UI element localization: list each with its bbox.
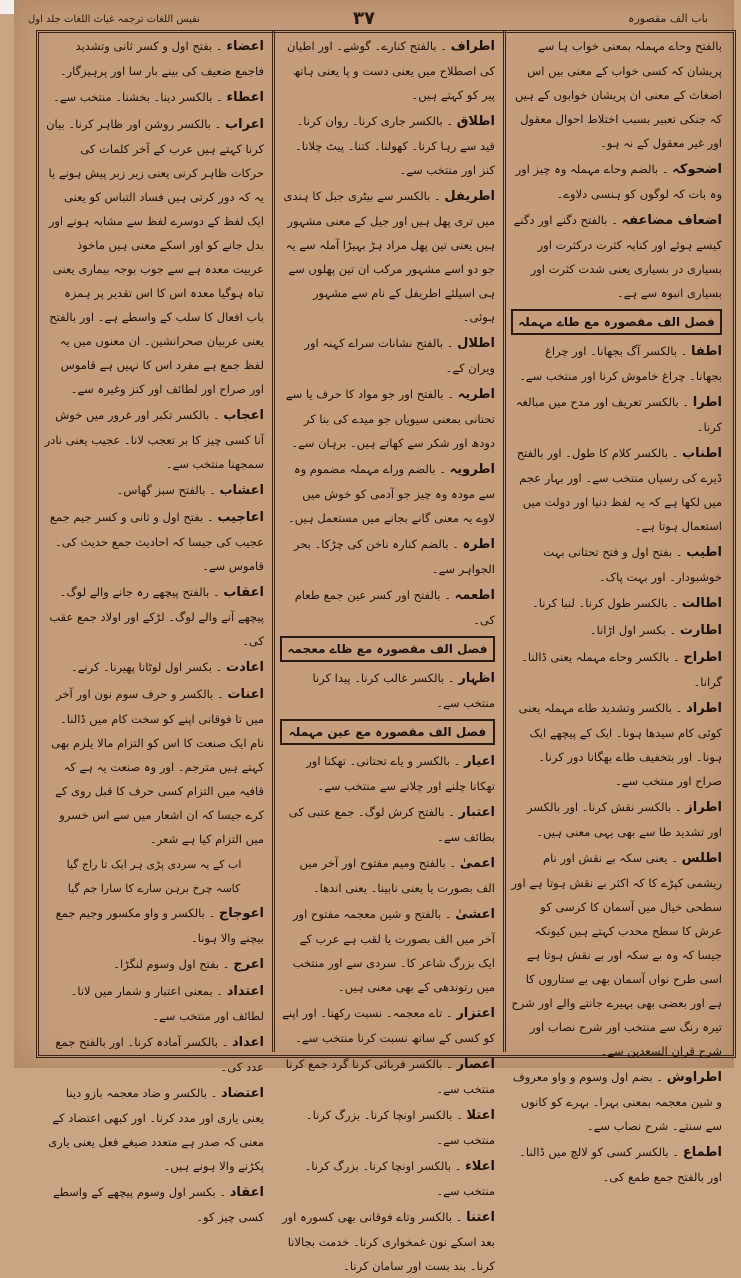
headword: اطالت bbox=[681, 596, 722, 611]
definition: بالفتح پیچھے رہ جانے والے لوگ۔ پیچھے آنے والے لوگ۔ لڑکے اور اولاد جمع عقب کی۔ bbox=[49, 585, 264, 648]
definition: بالکسر غالب کرنا۔ پیدا کرنا منتخب سے۔ bbox=[312, 671, 495, 710]
dictionary-entry: اطفا ۔ بالکسر آگ بجھانا۔ اور چراغ بجھانا۔ چراغ خاموش کرنا اور منتخب سے۔ bbox=[519, 344, 722, 383]
dictionary-entry: اطرہ ۔ بالضم کنارہ ناخن کی چڑکا۔ بحر الجواہر سے۔ bbox=[293, 537, 495, 576]
headword: اعتزار bbox=[456, 1006, 495, 1021]
headword: اضحوکہ bbox=[672, 162, 722, 177]
headword: اظہار bbox=[458, 671, 495, 686]
headword: اعشاب bbox=[219, 483, 264, 498]
definition: بالکسر دینا۔ بخشنا۔ منتخب سے۔ bbox=[53, 90, 213, 104]
headword: اعضاء bbox=[226, 39, 264, 54]
definition: بالضم وحاے مہملہ وہ چیز اور وہ بات کہ لوگوں کو ہنسی دلاوے۔ bbox=[515, 162, 722, 201]
headword: اعلاء bbox=[465, 1159, 495, 1174]
entry-list bbox=[280, 34, 495, 632]
definition: بالکسر وحاے مہملہ یعنی ڈالنا۔ گرانا۔ bbox=[521, 650, 722, 689]
headword: اضعاف مضاعفہ bbox=[621, 213, 722, 228]
definition: بالکسر فربائی کرنا گرد جمع کرنا منتخب سے۔ bbox=[285, 1057, 495, 1096]
dictionary-entry: اعوجاج ۔ بالکسر و واو مکسور وجیم جمع بیچنے والا ہونا۔ bbox=[55, 906, 264, 945]
headword: اطراح bbox=[683, 650, 722, 665]
definition: بالفتح دگنے اور دگنے کیسے ہوئے اور کنایہ کثرت درکثرت اور بسیاری در بسیاری یعنی شدت کثرت اور بسیاری انبوہ سے ہے۔ bbox=[513, 213, 722, 300]
dictionary-entry: اضعاف مضاعفہ ۔ بالفتح دگنے اور دگنے کیسے ہوئے اور کنایہ کثرت درکثرت اور بسیاری در بسیاری یعنی شدت کثرت اور بسیاری انبوہ سے ہے۔ bbox=[513, 213, 722, 300]
dictionary-entry: اطراز ۔ بالکسر نقش کرنا۔ اور بالکسر اور تشدید طا سے بھی یہی معنی ہیں۔ bbox=[527, 800, 722, 839]
dictionary-entry: اعنات ۔ بالکسر و حرف سوم نون اور آخر میں تا فوقانی اپنے کو سخت کام میں ڈالنا۔ نام ایک صنعت کا اس کو التزام مالا یلزم بھی کہتے ہیں مترجم۔ اور وہ صنعت یہ ہے کہ قافیہ میں التزام کسی حرف کا قبل روی کے کرے جیسا کہ ان اشعار میں سے اس خسرو میں التزام کیا ہے شعر۔ bbox=[51, 687, 264, 846]
entry-list bbox=[280, 749, 495, 1278]
dictionary-entry: اعتلا ۔ بالکسر اونچا کرنا۔ بزرگ کرنا۔ منتخب سے۔ bbox=[305, 1108, 495, 1147]
dictionary-entry: اعیار ۔ بالکسر و یاے تحتانی۔ تھکنا اور تھکانا چلنے اور چلانے سے منتخب سے۔ bbox=[306, 754, 495, 793]
headword: اطریہ bbox=[457, 387, 495, 402]
definition: بالکسر آگ بجھانا۔ اور چراغ بجھانا۔ چراغ خاموش کرنا اور منتخب سے۔ bbox=[519, 344, 722, 383]
dictionary-entry: اطیب ۔ بفتح اول و فتح تحتانی بہت خوشبودار۔ اور بہت پاک۔ bbox=[543, 545, 722, 584]
headword: اعاجیب bbox=[217, 510, 264, 525]
definition: تاے معجمہ۔ نسبت رکھنا۔ اور اپنے کو کسی کے ساتھ نسبت کرنا منتخب سے۔ bbox=[282, 1006, 495, 1045]
dictionary-entry: اعطاء ۔ بالکسر دینا۔ بخشنا۔ منتخب سے۔ bbox=[53, 90, 264, 105]
page-header bbox=[18, 8, 718, 32]
definition: بالکسر وتشدید طاے مہملہ یعنی کوئی کام سیدھا ہونا۔ ایک کے پیچھے ایک ہونا۔ اور بتخفیف طاے بھگانا دور کرنا۔ صراح اور منتخب سے۔ bbox=[518, 701, 722, 788]
definition: بالکسر و واو مکسور وجیم جمع بیچنے والا ہونا۔ bbox=[55, 906, 264, 945]
dictionary-entry: اعتداد ۔ بمعنی اعتبار و شمار میں لانا۔ لطائف اور منتخب سے۔ bbox=[70, 984, 264, 1023]
dictionary-entry: اعداد ۔ بالکسر آمادہ کرنا۔ اور بالفتح جمع عدد کی۔ bbox=[55, 1035, 264, 1074]
dictionary-entry: اعراب ۔ بالکسر روشن اور ظاہر کرنا۔ بیان کرنا کہتے ہیں عرب کے آخر کلمات کی حرکات ظاہر کرنی یعنی زیر زبر پیش ہونے یا یہ کہ دور کرتی ہیں فساد التباس کو یعنی ایک لفظ کے دوسرے لفظ سے مشابہ ہونے اور بدل جانے کو اور اسکے معنی ہیں ماخوذ عربیت معدہ ہے سے جوب بوجہ بیماری یعنی تباہ ہوگیا معدہ اس کا اس تقدیر پر ہمزہ باب افعال کا سلب کے واسطے ہے۔ اور بالفتح یعنی عربیان صحرانشین۔ ان معنوں میں یہ لفظ جمع ہے مفرد اس کا نہیں ہے قاموس اور صراح اور لطائف اور کنز وغیرہ سے۔ bbox=[46, 117, 264, 396]
dictionary-column-right bbox=[503, 30, 730, 1184]
dictionary-entry: اطریفل ۔ بالکسر سے بیٹری جبل کا ہندی میں تری پھل ہیں اور جیل کے معنی مشہور ہیں یعنی تین پھل مراد ہڑ بہیڑا آملہ سے یہ جو دو اسے مشہور مرکب ان تین پھلوں سے ہی اسیلئے اطریفل کے نام سے مشہور ہوئی۔ bbox=[283, 189, 495, 324]
dictionary-entry: اطماع ۔ بالکسر کسی کو لالچ میں ڈالنا۔ اور بالفتح جمع طمع کی۔ bbox=[519, 1145, 722, 1184]
dictionary-entry: اعشاب ۔ بالفتح سبز گھاس۔ bbox=[116, 483, 264, 498]
definition: بالکسر و ضاد معجمہ بازو دینا یعنی یاری اور مدد کرنا۔ اور کبھی اعتضاد کے معنی کہ صدر ہے متعدد صیغے فعل یعنی یاری پکڑنے والا ہونے ہیں۔ bbox=[48, 1086, 264, 1173]
headword: اعتبار bbox=[458, 805, 495, 820]
definition: بالکسر نقش کرنا۔ اور بالکسر اور تشدید طا سے بھی یہی معنی ہیں۔ bbox=[527, 800, 722, 839]
headword: اعطاء bbox=[226, 90, 264, 105]
headword: اطارت bbox=[679, 623, 722, 638]
definition: بالکسر و حرف سوم نون اور آخر میں تا فوقانی اپنے کو سخت کام میں ڈالنا۔ نام ایک صنعت کا اس کو التزام مالا یلزم بھی کہتے ہیں مترجم۔ اور وہ صنعت یہ ہے کہ قافیہ میں التزام کسی حرف کا قبل روی کے کرے جیسا کہ ان اشعار میں سے اس خسرو میں التزام کیا ہے شعر۔ bbox=[51, 687, 264, 846]
headword: اعصار bbox=[456, 1057, 495, 1072]
definition: بکسر اول وسوم پیچھے کے واسطے کسی چیز کو۔ bbox=[52, 1185, 264, 1224]
section-heading: فصل الف مقصورہ مع ظاے معجمہ bbox=[280, 636, 495, 662]
dictionary-entry: اطرویہ ۔ بالضم وراے مہملہ مضموم وہ سے مودہ وہ چیز جو آدمی کو خوش میں لاوے یہ معنی گانے بجانے میں مستعمل ہیں۔ bbox=[287, 462, 495, 525]
headword: اطلاق bbox=[456, 114, 495, 129]
definition: بالکسر سے بیٹری جبل کا ہندی میں تری پھل ہیں اور جیل کے معنی مشہور ہیں یعنی تین پھل مراد ہڑ بہیڑا آملہ سے یہ جو دو اسے مشہور مرکب ان تین پھلوں سے ہی اسیلئے اطریفل کے نام سے مشہور ہوئی۔ bbox=[283, 189, 495, 324]
dictionary-entry: اطریہ ۔ بالفتح اور جو مواد کا حرف یا سے تحتانی بمعنی سیویاں جو میدے کی بنا کر دودھ اور شکر سے کھاتے ہیں۔ برہان سے۔ bbox=[285, 387, 495, 450]
dictionary-entry: اعقاب ۔ بالفتح پیچھے رہ جانے والے لوگ۔ پیچھے آنے والے لوگ۔ لڑکے اور اولاد جمع عقب کی۔ bbox=[49, 585, 264, 648]
dictionary-entry: اعتزار ۔ تاے معجمہ۔ نسبت رکھنا۔ اور اپنے کو کسی کے ساتھ نسبت کرنا منتخب سے۔ bbox=[282, 1006, 495, 1045]
headword: اعادت bbox=[226, 660, 264, 675]
headword: اعتلا bbox=[466, 1108, 495, 1123]
headword: اطرویہ bbox=[449, 462, 495, 477]
definition: بالکسر کسی کو لالچ میں ڈالنا۔ اور بالفتح جمع طمع کی۔ bbox=[519, 1145, 722, 1184]
definition: بالفتح کنارے۔ گوشے۔ اور اطیان کی اصطلاح میں یعنی دست و پا یعنی ہاتھ پیر کو کہتے ہیں۔ bbox=[286, 39, 495, 102]
dictionary-entry: اعادت ۔ بکسر اول لوٹانا پھیرنا۔ کرنے۔ bbox=[70, 660, 264, 675]
definition: بالکسر اونچا کرنا۔ بزرگ کرنا۔ منتخب سے۔ bbox=[304, 1159, 495, 1198]
definition: بالکسر کلام کا طول۔ اور بالفتح ڈیرے کی رسیاں منتخب سے۔ اور بہار عجم میں لکھا ہے کہ یہ لفظ دنیا اور دولت میں استعمال ہوتا ہے۔ bbox=[516, 446, 722, 533]
headword: اعراب bbox=[225, 117, 264, 132]
definition: یعنی سکہ بے نقش اور نام ریشمی کپڑے کا کہ اکثر بے نقش ہوتا ہے اور سطحی خیال میں آسمان کا کرسی کو عرش کا سطح محدب کہتے ہیں کیونکہ جیسا کہ وہ بے سکہ اور بے نقش ہوتا ہے اسی طرح نواں آسمان بھی بے ستاروں کا ہے اور بعضی بھی بہیرے جانتے والے اور شرح تیرہ رنگ سے منتخب اور شرح نصاب اور شرح قران السعدین سے۔ bbox=[511, 851, 722, 1058]
definition: بالفتح سبز گھاس۔ bbox=[116, 483, 206, 497]
entry-list bbox=[511, 34, 722, 305]
definition: بفتح اول و فتح تحتانی بہت خوشبودار۔ اور بہت پاک۔ bbox=[543, 545, 722, 584]
headword: اطیب bbox=[686, 545, 722, 560]
headword: اعتضاد bbox=[220, 1086, 264, 1101]
headword: اعقاب bbox=[223, 585, 264, 600]
verse-line: کاسہ چرخ برہن سارے کا سارا جم گیا bbox=[67, 882, 241, 895]
section-heading: فصل الف مقصورہ مع عین مہملہ bbox=[280, 719, 495, 745]
verse-line: اب کے یہ سردی پڑی ہر ایک تا راج گیا bbox=[66, 858, 242, 871]
definition: بالفتح نشانات سراے کہنہ اور ویران کے۔ bbox=[304, 336, 495, 375]
dictionary-entry: اضحوکہ ۔ بالضم وحاے مہملہ وہ چیز اور وہ بات کہ لوگوں کو ہنسی دلاوے۔ bbox=[515, 162, 722, 201]
definition: بالکسر تعریف اور مدح میں مبالغہ کرنا۔ bbox=[515, 395, 722, 434]
dictionary-entry: اعتبار ۔ بالفتح کرش لوگ۔ جمع عتبی کی بطائف سے۔ bbox=[288, 805, 495, 844]
definition: بمعنی اعتبار و شمار میں لانا۔ لطائف اور منتخب سے۔ bbox=[70, 984, 264, 1023]
definition: بفتح اول وسوم لنگڑا۔ bbox=[113, 957, 220, 971]
definition: بالکسر طول کرنا۔ لنبا کرنا۔ bbox=[531, 596, 668, 610]
entry-list bbox=[44, 901, 264, 1229]
definition: بالفتح اور کسر عین جمع طعام کی۔ bbox=[294, 588, 495, 627]
dictionary-entry: اطلاق ۔ بالکسر جاری کرنا۔ روان کرنا۔ قید سے رہا کرنا۔ کھولنا۔ کتنا۔ پیٹ چلانا۔ کنز اور منتخب سے۔ bbox=[295, 114, 495, 177]
headword: اطریفل bbox=[444, 189, 495, 204]
definition: بالکسر روشن اور ظاہر کرنا۔ بیان کرنا کہتے ہیں عرب کے آخر کلمات کی حرکات ظاہر کرنی یعنی زیر زبر پیش ہونے یا یہ کہ دور کرتی ہیں فساد التباس کو یعنی ایک لفظ کے دوسرے لفظ سے مشابہ ہونے اور بدل جانے کو اور اسکے معنی ہیں ماخوذ عربیت معدہ ہے سے جوب بوجہ بیماری یعنی تباہ ہوگیا معدہ اس کا اس تقدیر پر ہمزہ باب افعال کا سلب کے واسطے ہے۔ اور بالفتح یعنی عربیان صحرانشین۔ ان معنوں میں یہ لفظ جمع ہے مفرد اس کا نہیں ہے قاموس اور صراح اور لطائف اور کنز وغیرہ سے۔ bbox=[46, 117, 264, 396]
headword: اعقاد bbox=[229, 1185, 264, 1200]
definition: بالکسر وتاے فوقانی بھی کسورہ اور بعد اسکے نون غمخواری کرنا۔ خدمت بجالانا کرنا۔ بند بست اور سامان کرنا۔ bbox=[282, 1210, 495, 1273]
headword: اعنات bbox=[227, 687, 264, 702]
headword: اعجاب bbox=[223, 408, 264, 423]
dictionary-entry: اطراد ۔ بالکسر وتشدید طاے مہملہ یعنی کوئی کام سیدھا ہونا۔ ایک کے پیچھے ایک ہونا۔ اور بتخفیف طاے بھگانا دور کرنا۔ صراح اور منتخب سے۔ bbox=[518, 701, 722, 788]
definition: بالکسر تکبر اور غرور میں خوش آنا کسی چیز کا بر تعجب لانا۔ عجیب یعنی نادر سمجھنا منتخب سے۔ bbox=[44, 408, 264, 471]
definition: بکسر اول اڑانا۔ bbox=[589, 623, 666, 637]
header-chapter-title: باب الف مقصورہ bbox=[628, 12, 708, 25]
headword: اطراز bbox=[685, 800, 722, 815]
definition: بالکسر جاری کرنا۔ روان کرنا۔ قید سے رہا کرنا۔ کھولنا۔ کتنا۔ پیٹ چلانا۔ کنز اور منتخب سے۔ bbox=[295, 114, 495, 177]
dictionary-entry: اظہار ۔ بالکسر غالب کرنا۔ پیدا کرنا منتخب سے۔ bbox=[312, 671, 495, 710]
definition: بالضم وراے مہملہ مضموم وہ سے مودہ وہ چیز جو آدمی کو خوش میں لاوے یہ معنی گانے بجانے میں مستعمل ہیں۔ bbox=[287, 462, 495, 525]
headword: اعیار bbox=[463, 754, 495, 769]
entry-list bbox=[44, 34, 264, 851]
headword: اطرہ bbox=[462, 537, 495, 552]
definition: بالفتح کرش لوگ۔ جمع عتبی کی بطائف سے۔ bbox=[288, 805, 495, 844]
dictionary-entry bbox=[511, 34, 722, 155]
headword: اعوجاج bbox=[218, 906, 264, 921]
dictionary-column-middle bbox=[272, 30, 503, 1273]
definition: بالفتح وحاے مہملہ بمعنی خواب ہا سے پریشان کہ کسی خواب کے معنی بیں اس اضغاث کے معنی ان پریشان خوابوں کے ہیں کہ جنکی تعبیر بسبب اختلاط احوال معقول اور غیر معقول کے نہ ہو۔ bbox=[514, 39, 722, 150]
dictionary-column-left bbox=[36, 30, 272, 1224]
definition: بالکسر آمادہ کرنا۔ اور بالفتح جمع عدد کی۔ bbox=[55, 1035, 264, 1074]
dictionary-entry: اطعمہ ۔ بالفتح اور کسر عین جمع طعام کی۔ bbox=[294, 588, 495, 627]
dictionary-entry: اعلاء ۔ بالکسر اونچا کرنا۔ بزرگ کرنا۔ منتخب سے۔ bbox=[304, 1159, 495, 1198]
headword: اطفا bbox=[691, 344, 722, 359]
dictionary-entry: اعشیٰ ۔ بالفتح و شین معجمہ مفتوح اور آخر میں الف بصورت یا لقب ہے عرب کے ایک بزرگ شاعر کا۔ سردی سے اور منتخب میں رتوندھی کے بھی معنی ہیں۔ bbox=[292, 907, 495, 994]
headword: اطماع bbox=[682, 1145, 722, 1160]
headword: اعرج bbox=[233, 957, 264, 972]
dictionary-entry: اعجاب ۔ بالکسر تکبر اور غرور میں خوش آنا کسی چیز کا بر تعجب لانا۔ عجیب یعنی نادر سمجھنا منتخب سے۔ bbox=[44, 408, 264, 471]
headword: اعمیٰ bbox=[459, 856, 495, 871]
headword: اعشیٰ bbox=[455, 907, 495, 922]
dictionary-entry: اطراف ۔ بالفتح کنارے۔ گوشے۔ اور اطیان کی اصطلاح میں یعنی دست و پا یعنی ہاتھ پیر کو کہتے ہیں۔ bbox=[286, 39, 495, 102]
headword: اطراف bbox=[450, 39, 495, 54]
dictionary-entry: اعصار ۔ بالکسر فربائی کرنا گرد جمع کرنا منتخب سے۔ bbox=[285, 1057, 495, 1096]
definition: بضم اول وسوم و واو معروف و شین معجمہ بمعنی بہرا۔ بہرے کو کانوں سے سنتے۔ شرح نصاب سے۔ bbox=[512, 1070, 722, 1133]
definition: بکسر اول لوٹانا پھیرنا۔ کرنے۔ bbox=[70, 660, 212, 674]
definition: بالفتح و شین معجمہ مفتوح اور آخر میں الف بصورت یا لقب ہے عرب کے ایک بزرگ شاعر کا۔ سردی سے اور منتخب میں رتوندھی کے بھی معنی ہیں۔ bbox=[292, 907, 495, 994]
dictionary-entry: اعمیٰ ۔ بالفتح ومیم مفتوح اور آخر میں الف بصورت یا یعنی نابینا۔ یعنی اندھا۔ bbox=[299, 856, 495, 895]
dictionary-entry: اطرا ۔ بالکسر تعریف اور مدح میں مبالغہ کرنا۔ bbox=[515, 395, 722, 434]
headword: اطراوش bbox=[666, 1070, 722, 1085]
headword: اطلال bbox=[457, 336, 495, 351]
dictionary-entry: اطناب ۔ بالکسر کلام کا طول۔ اور بالفتح ڈیرے کی رسیاں منتخب سے۔ اور بہار عجم میں لکھا ہے کہ یہ لفظ دنیا اور دولت میں استعمال ہوتا ہے۔ bbox=[516, 446, 722, 533]
headword: اطناب bbox=[682, 446, 722, 461]
definition: بالفتح اور جو مواد کا حرف یا سے تحتانی بمعنی سیویاں جو میدے کی بنا کر دودھ اور شکر سے کھاتے ہیں۔ برہان سے۔ bbox=[285, 387, 495, 450]
headword: اطرا bbox=[692, 395, 722, 410]
dictionary-entry: اطراح ۔ بالکسر وحاے مہملہ یعنی ڈالنا۔ گرانا۔ bbox=[521, 650, 722, 689]
dictionary-entry: اعضاء ۔ بفتح اول و کسر ثانی وتشدید فاجمع ضعیف کی بینے بار سا اور پرہیزگار۔ bbox=[59, 39, 264, 78]
section-heading: فصل الف مقصورہ مع طاے مہملہ bbox=[511, 309, 722, 335]
dictionary-entry: اعاجیب ۔ بفتح اول و ثانی و کسر جیم جمع عجیب کی جیسا کہ احادیث جمع حدیث کی۔ قاموس سے۔ bbox=[49, 510, 264, 573]
headword: اطعمہ bbox=[454, 588, 495, 603]
headword: اعتنا bbox=[466, 1210, 495, 1225]
headword: اعتداد bbox=[226, 984, 264, 999]
entry-list bbox=[511, 339, 722, 1189]
dictionary-entry: اعتنا ۔ بالکسر وتاے فوقانی بھی کسورہ اور بعد اسکے نون غمخواری کرنا۔ خدمت بجالانا کرنا۔ بند بست اور سامان کرنا۔ bbox=[282, 1210, 495, 1273]
dictionary-entry: اعرج ۔ بفتح اول وسوم لنگڑا۔ bbox=[113, 957, 264, 972]
headword: اطراد bbox=[686, 701, 722, 716]
definition: بفتح اول و کسر ثانی وتشدید فاجمع ضعیف کی بینے بار سا اور پرہیزگار۔ bbox=[59, 39, 264, 78]
headword: اعداد bbox=[232, 1035, 264, 1050]
dictionary-entry: اطلال ۔ بالفتح نشانات سراے کہنہ اور ویران کے۔ bbox=[304, 336, 495, 375]
dictionary-entry: اعقاد ۔ بکسر اول وسوم پیچھے کے واسطے کسی چیز کو۔ bbox=[52, 1185, 264, 1224]
dictionary-entry: اطالت ۔ بالکسر طول کرنا۔ لنبا کرنا۔ bbox=[531, 596, 722, 611]
definition: بفتح اول و ثانی و کسر جیم جمع عجیب کی جیسا کہ احادیث جمع حدیث کی۔ قاموس سے۔ bbox=[49, 510, 264, 573]
definition: بالفتح ومیم مفتوح اور آخر میں الف بصورت یا یعنی نابینا۔ یعنی اندھا۔ bbox=[299, 856, 495, 895]
dictionary-entry: اطلس ۔ یعنی سکہ بے نقش اور نام ریشمی کپڑے کا کہ اکثر بے نقش ہوتا ہے اور سطحی خیال میں آسمان کا کرسی کو عرش کا سطح محدب کہتے ہیں کیونکہ جیسا کہ وہ بے سکہ اور بے نقش ہوتا ہے اسی طرح نواں آسمان بھی بے ستاروں کا ہے اور بعضی بھی بہیرے جانتے والے اور شرح تیرہ رنگ سے منتخب اور شرح نصاب اور شرح قران السعدین سے۔ bbox=[511, 851, 722, 1058]
dictionary-entry: اعتضاد ۔ بالکسر و ضاد معجمہ بازو دینا یعنی یاری اور مدد کرنا۔ اور کبھی اعتضاد کے معنی کہ صدر ہے متعدد صیغے فعل یعنی یاری پکڑنے والا ہونے ہیں۔ bbox=[48, 1086, 264, 1173]
definition: بالکسر اونچا کرنا۔ بزرگ کرنا۔ منتخب سے۔ bbox=[305, 1108, 495, 1147]
headword: اطلس bbox=[681, 851, 722, 866]
dictionary-entry: اطارت ۔ بکسر اول اڑانا۔ bbox=[589, 623, 722, 638]
definition: بالکسر و یاے تحتانی۔ تھکنا اور تھکانا چلنے اور چلانے سے منتخب سے۔ bbox=[306, 754, 495, 793]
dictionary-entry: اطراوش ۔ بضم اول وسوم و واو معروف و شین معجمہ بمعنی بہرا۔ بہرے کو کانوں سے سنتے۔ شرح نصاب سے۔ bbox=[512, 1070, 722, 1133]
page-number: ۳۷ bbox=[353, 8, 375, 29]
header-book-title: نفیس اللغات ترجمہ غیاث اللغات جلد اول bbox=[28, 14, 200, 25]
definition: بالضم کنارہ ناخن کی چڑکا۔ بحر الجواہر سے۔ bbox=[293, 537, 495, 576]
